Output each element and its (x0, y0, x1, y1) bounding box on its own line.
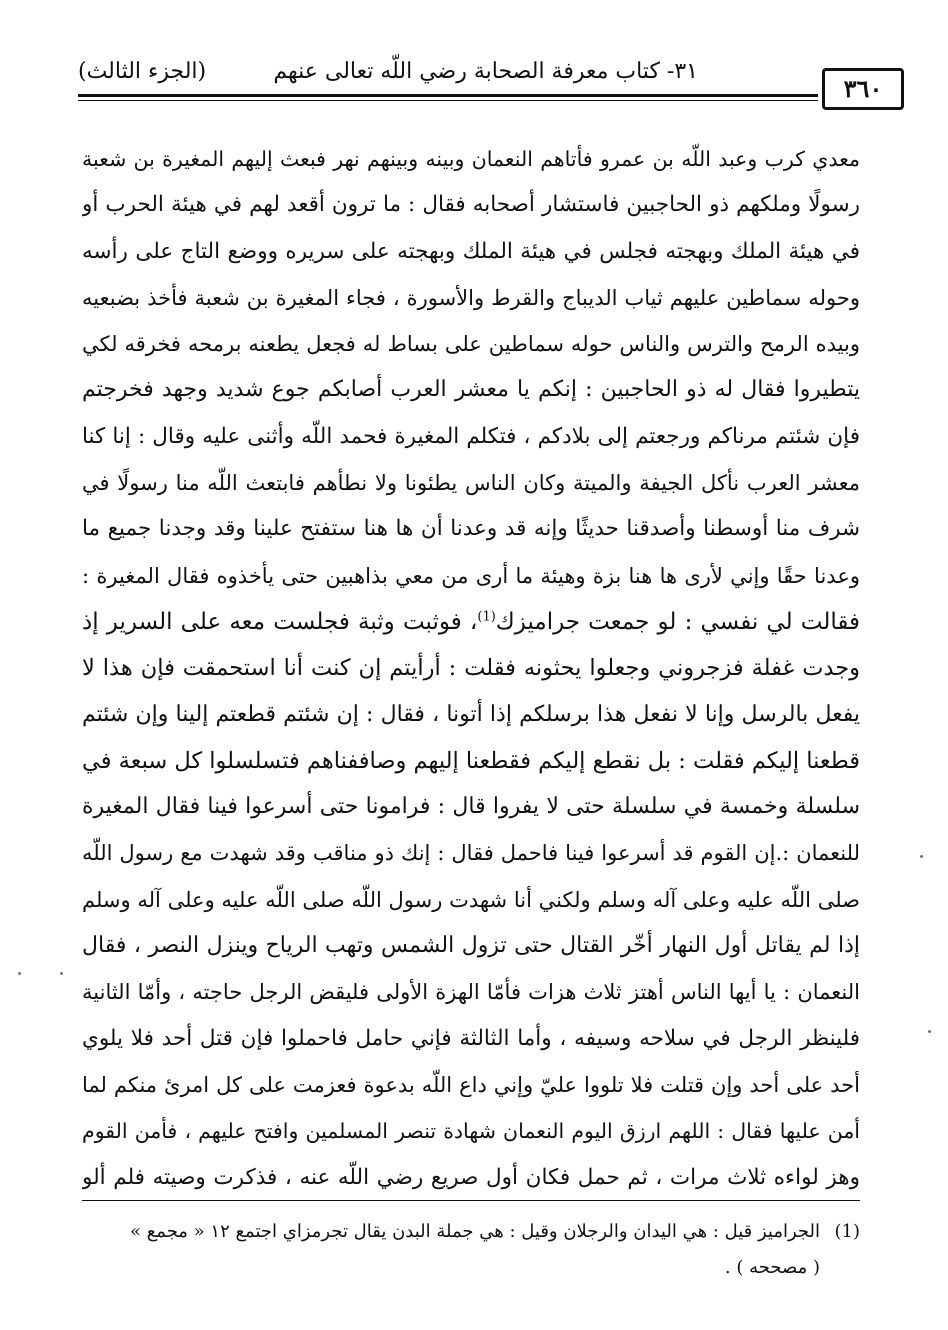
part-label: (الجزء الثالث) (78, 59, 207, 84)
scan-speck (60, 972, 63, 975)
text-line: صلى اللّه عليه وعلى آله وسلم ولكني أنا شهدت رسول اللّه صلى اللّه عليه وعلى آله وسلم (82, 887, 860, 912)
scan-speck (18, 972, 21, 975)
text-line: وهز لواءه ثلاث مرات ، ثم حمل فكان أول صريع رضي اللّه عنه ، فذكرت وصيته فلم ألو (82, 1164, 860, 1190)
text-line: قطعنا إليكم فقلت : بل نقطع إليكم فقطعنا إليهم وصاففناهم فتسلسلوا كل سبعة في (82, 747, 860, 774)
scan-speck (928, 1030, 931, 1033)
text-line: للنعمان :.إن القوم قد أسرعوا فينا فاحمل فقال : إنك ذو مناقب وقد شهدت مع رسول اللّه (82, 841, 860, 866)
text-line: يفعل بالرسل وإنا لا نفعل هذا برسلكم إذا أتونا ، فقال : إن شئتم قطعتم إلينا وإن شئتم (82, 701, 860, 727)
text-line: يتطيروا فقال له ذو الحاجبين : إنكم يا معشر العرب أصابكم جوع شديد وجهد فخرجتم (82, 377, 860, 403)
text-line: شرف منا أوسطنا وأصدقنا حديثًا وإنه قد وعدنا أن ها هنا ستفتح علينا وقد وجدنا جميع ما (82, 516, 860, 542)
text-line: إذا لم يقاتل أول النهار أخّر القتال حتى تزول الشمس وتهب الرياح وينزل النصر ، فقال (82, 933, 860, 959)
footnote-line (82, 1214, 860, 1250)
main-text (82, 136, 860, 1201)
text-line: وبيده الرمح والترس والناس حوله سماطين على بساط له فجعل يطعنه برمحه فخرقه لكي (82, 332, 860, 357)
footnote (82, 1214, 860, 1286)
text-line-with-footnote-ref (82, 599, 860, 645)
line-segment: ، فوثبت وثبة فجلست معه على السرير إذ (82, 608, 478, 635)
text-line: النعمان : يا أيها الناس أهتز ثلاث هزات فأمّا الهزة الأولى فليقض الرجل حاجته ، وأمّا الثانية (82, 980, 860, 1005)
text-line: رسولًا وملكهم ذو الحاجبين فاستشار أصحابه فقال : ما ترون أقعد لهم في هيئة الحرب أو (82, 192, 860, 218)
text-line: وحوله سماطين عليهم ثياب الديباج والقرط والأسورة ، فجاء المغيرة بن شعبة فأخذ بضبعيه (82, 285, 860, 310)
header-rule-thick (78, 94, 818, 97)
text-line: فإن شئتم مرناكم ورجعتم إلى بلادكم ، فتكلم المغيرة فحمد اللّه وأثنى عليه وقال : إنا كنا (82, 423, 860, 449)
scan-speck (920, 855, 923, 858)
text-line: أمن عليها فقال : اللهم ارزق اليوم النعمان شهادة تنصر المسلمين وافتح عليهم ، فأمن القوم (82, 1119, 860, 1144)
text-line: وعدنا حقًا وإني لأرى ها هنا بزة وهيئة ما أرى من معي بذاهبين حتى يأخذوه فقال المغيرة : (82, 563, 860, 588)
footnote-reference[interactable]: (1) (477, 609, 496, 625)
text-line: في هيئة الملك وبهجته فجلس في هيئة الملك وبهجته على سريره ووضع التاج على رأسه (82, 238, 860, 264)
book-title: ٣١- كتاب معرفة الصحابة رضي اللّه تعالى عنهم (273, 59, 698, 84)
page-number: ٣٦٠ (822, 68, 904, 110)
text-line: أحد على أحد وإن قتلت فلا تلووا عليّ وإني داع اللّه بدعوة فعزمت على كل امرئ منكم لما (82, 1072, 860, 1097)
footnote-rule (82, 1200, 860, 1201)
text-line: سلسلة وخمسة في سلسلة حتى لا يفروا قال : فرامونا حتى أسرعوا فينا فقال المغيرة (82, 794, 860, 820)
line-segment: فقالت لي نفسي : لو جمعت جراميزك (495, 608, 860, 635)
footnote-text: الجراميز قيل : هي اليدان والرجلان وقيل : هي جملة البدن يقال تجرمزاي اجتمع ١٢ « مجمع » (129, 1221, 820, 1242)
text-line: فلينظر الرجل في سلاحه وسيفه ، وأما الثالثة فإني حامل فاحملوا فإن قتل أحد فلا يلوي (82, 1025, 860, 1051)
footnote-line: ( مصححه ) . (724, 1257, 820, 1278)
text-line: معشر العرب نأكل الجيفة والميتة وكان الناس يطئونا ولا نطأهم فابتعث اللّه منا رسولًا في (82, 471, 860, 496)
text-line: وجدت غفلة فزجروني وجعلوا يحثونه فقلت : أرأيتم إن كنت أنا استحمقت فإن هذا لا (82, 655, 860, 682)
header-rule-thin (78, 100, 818, 101)
running-head (78, 54, 848, 90)
footnote-number: (1) (834, 1221, 860, 1242)
text-line: معدي كرب وعبد اللّه بن عمرو فأتاهم النعمان وبينه وبينهم نهر فبعث إليهم المغيرة بن شعبة (82, 147, 860, 171)
